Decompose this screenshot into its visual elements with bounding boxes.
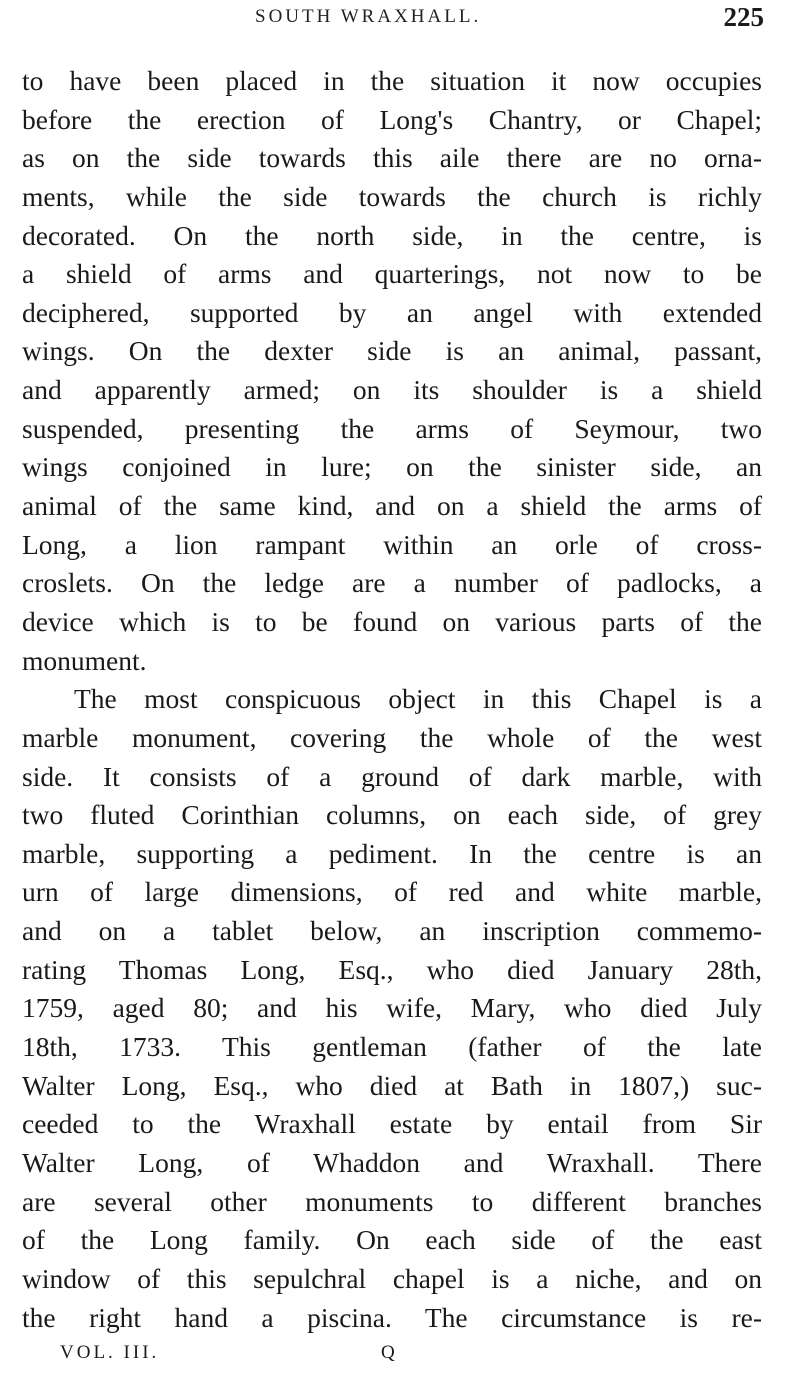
text-line: device which is to be found on various parts of the xyxy=(22,605,762,637)
text-line: ceeded to the Wraxhall estate by entail from Sir xyxy=(22,1108,762,1140)
text-line: croslets. On the ledge are a number of padlocks, a xyxy=(22,567,762,599)
text-line: as on the side towards this aile there are no orna- xyxy=(22,142,762,174)
text-line: The most conspicuous object in this Chapel is a xyxy=(74,683,762,715)
body-text xyxy=(22,62,762,1337)
text-line: window of this sepulchral chapel is a niche, and on xyxy=(22,1262,762,1294)
text-line: are several other monuments to different branches xyxy=(22,1185,762,1217)
text-line: the right hand a piscina. The circumstance is re- xyxy=(22,1301,762,1333)
text-line: 18th, 1733. This gentleman (father of the late xyxy=(22,1031,762,1063)
text-line: ments, while the side towards the church is richly xyxy=(22,180,762,212)
text-line: deciphered, supported by an angel with extended xyxy=(22,296,762,328)
text-line: and apparently armed; on its shoulder is a shield xyxy=(22,374,762,406)
text-line: suspended, presenting the arms of Seymour, two xyxy=(22,412,762,444)
page-footer xyxy=(0,1342,800,1372)
running-head xyxy=(0,4,800,34)
text-line: urn of large dimensions, of red and white marble, xyxy=(22,876,762,908)
text-line: two fluted Corinthian columns, on each side, of grey xyxy=(22,799,762,831)
text-line: side. It consists of a ground of dark marble, with xyxy=(22,760,762,792)
signature-mark: Q xyxy=(381,1342,395,1363)
text-line: marble, supporting a pediment. In the centre is an xyxy=(22,837,762,869)
text-line: marble monument, covering the whole of the west xyxy=(22,721,762,753)
running-head-title: SOUTH WRAXHALL. xyxy=(255,6,482,27)
text-line: and on a tablet below, an inscription commemo- xyxy=(22,915,762,947)
text-line: Walter Long, of Whaddon and Wraxhall. There xyxy=(22,1146,762,1178)
text-line: before the erection of Long's Chantry, or Chapel; xyxy=(22,103,762,135)
page-number: 225 xyxy=(723,2,764,32)
text-line: 1759, aged 80; and his wife, Mary, who died July xyxy=(22,992,762,1024)
text-line: wings. On the dexter side is an animal, passant, xyxy=(22,335,762,367)
text-line: a shield of arms and quarterings, not now to be xyxy=(22,258,762,290)
text-line: of the Long family. On each side of the east xyxy=(22,1224,762,1256)
text-line: Long, a lion rampant within an orle of cross- xyxy=(22,528,762,560)
text-line: rating Thomas Long, Esq., who died January 28th, xyxy=(22,953,762,985)
volume-label: VOL. III. xyxy=(60,1342,160,1363)
text-line: Walter Long, Esq., who died at Bath in 1807,) suc- xyxy=(22,1069,762,1101)
text-line: wings conjoined in lure; on the sinister side, an xyxy=(22,451,762,483)
text-line: monument. xyxy=(22,644,147,676)
text-line: to have been placed in the situation it now occupies xyxy=(22,65,762,96)
text-line: decorated. On the north side, in the centre, is xyxy=(22,219,762,251)
text-line: animal of the same kind, and on a shield the arms of xyxy=(22,490,762,522)
